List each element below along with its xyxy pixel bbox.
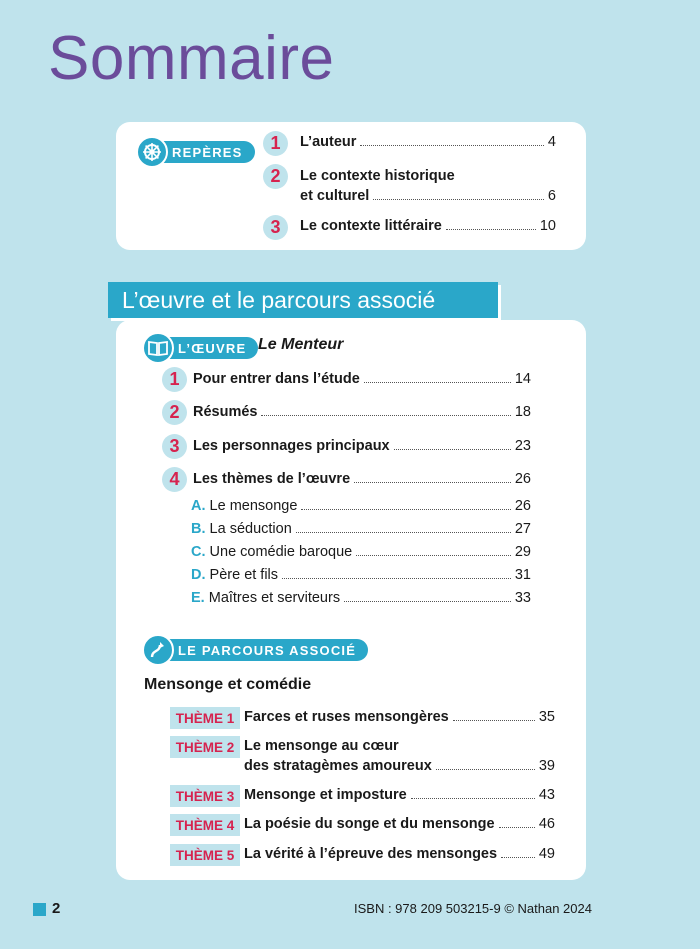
entry-label: Le mensonge bbox=[209, 498, 298, 514]
dot-leader bbox=[499, 826, 535, 828]
dot-leader bbox=[411, 797, 535, 799]
reperes-number-2: 2 bbox=[263, 164, 288, 189]
entry-page: 6 bbox=[547, 188, 556, 204]
entry-label: Le contexte littéraire bbox=[300, 218, 442, 234]
entry-page: 18 bbox=[514, 404, 531, 420]
compass-wheel-icon bbox=[136, 136, 168, 168]
dot-leader bbox=[261, 414, 510, 416]
toc-theme-5[interactable] bbox=[244, 846, 555, 862]
entry-page: 31 bbox=[514, 567, 531, 583]
entry-page: 33 bbox=[514, 590, 531, 606]
entry-label: Résumés bbox=[193, 404, 258, 420]
dot-leader bbox=[356, 554, 511, 556]
entry-label: La séduction bbox=[209, 521, 292, 537]
path-signpost-icon bbox=[142, 634, 174, 666]
entry-label: Mensonge et imposture bbox=[244, 787, 407, 803]
dot-leader bbox=[354, 481, 511, 483]
section-banner: L’œuvre et le parcours associé bbox=[108, 282, 498, 318]
toc-theme-1[interactable] bbox=[244, 709, 555, 725]
subentry-letter: D. bbox=[191, 567, 206, 583]
parcours-heading: Mensonge et comédie bbox=[144, 676, 312, 693]
dot-leader bbox=[364, 381, 511, 383]
oeuvre-number-1: 1 bbox=[162, 367, 187, 392]
toc-entry-contexte-historique-line1[interactable] bbox=[300, 168, 556, 184]
subentry-letter: C. bbox=[191, 544, 206, 560]
toc-entry-auteur[interactable] bbox=[300, 134, 556, 150]
isbn-text: ISBN : 978 209 503215-9 © Nathan 2024 bbox=[354, 901, 592, 916]
toc-entry-resumes[interactable] bbox=[193, 404, 531, 420]
parcours-label: LE PARCOURS ASSOCIÉ bbox=[178, 642, 357, 658]
oeuvre-label: L’ŒUVRE bbox=[178, 340, 247, 356]
dot-leader bbox=[373, 198, 544, 200]
entry-page: 49 bbox=[538, 846, 555, 862]
dot-leader bbox=[282, 577, 511, 579]
entry-label: Le mensonge au cœur bbox=[244, 738, 399, 754]
entry-label: Père et fils bbox=[209, 567, 279, 583]
toc-entry-themes[interactable] bbox=[193, 471, 531, 487]
toc-entry-contexte-historique[interactable] bbox=[300, 188, 556, 204]
reperes-label: REPÈRES bbox=[172, 144, 243, 160]
oeuvre-card bbox=[116, 320, 586, 880]
page-number: 2 bbox=[52, 900, 61, 917]
toc-subentry-c[interactable] bbox=[191, 544, 531, 560]
reperes-number-1: 1 bbox=[263, 131, 288, 156]
entry-page: 35 bbox=[538, 709, 555, 725]
oeuvre-number-2: 2 bbox=[162, 400, 187, 425]
theme-tag-2: THÈME 2 bbox=[170, 736, 240, 758]
entry-label: Farces et ruses mensongères bbox=[244, 709, 449, 725]
entry-label: La poésie du songe et du mensonge bbox=[244, 816, 495, 832]
toc-subentry-e[interactable] bbox=[191, 590, 531, 606]
entry-page: 26 bbox=[514, 498, 531, 514]
dot-leader bbox=[344, 600, 511, 602]
dot-leader bbox=[436, 768, 535, 770]
entry-page: 4 bbox=[547, 134, 556, 150]
dot-leader bbox=[301, 508, 510, 510]
parcours-pill bbox=[146, 639, 368, 661]
theme-tag-5: THÈME 5 bbox=[170, 844, 240, 866]
entry-label: Le contexte historique bbox=[300, 168, 455, 184]
subentry-letter: B. bbox=[191, 521, 206, 537]
entry-page: 29 bbox=[514, 544, 531, 560]
dot-leader bbox=[296, 531, 511, 533]
reperes-number-3: 3 bbox=[263, 215, 288, 240]
toc-subentry-d[interactable] bbox=[191, 567, 531, 583]
open-book-icon bbox=[142, 332, 174, 364]
entry-label: L’auteur bbox=[300, 134, 357, 150]
entry-label: Les personnages principaux bbox=[193, 438, 390, 454]
dot-leader bbox=[360, 144, 544, 146]
book-title: Le Menteur bbox=[258, 336, 344, 353]
entry-label: Les thèmes de l’œuvre bbox=[193, 471, 351, 487]
toc-subentry-a[interactable] bbox=[191, 498, 531, 514]
dot-leader bbox=[453, 719, 535, 721]
page-title: Sommaire bbox=[48, 24, 335, 93]
toc-entry-contexte-litteraire[interactable] bbox=[300, 218, 556, 234]
oeuvre-number-4: 4 bbox=[162, 467, 187, 492]
entry-label: Maîtres et serviteurs bbox=[208, 590, 341, 606]
theme-tag-3: THÈME 3 bbox=[170, 785, 240, 807]
reperes-card bbox=[116, 122, 586, 250]
entry-label: et culturel bbox=[300, 188, 370, 204]
oeuvre-pill bbox=[146, 337, 258, 359]
entry-page: 46 bbox=[538, 816, 555, 832]
entry-label: La vérité à l’épreuve des mensonges bbox=[244, 846, 498, 862]
dot-leader bbox=[446, 228, 536, 230]
dot-leader bbox=[394, 448, 511, 450]
theme-tag-1: THÈME 1 bbox=[170, 707, 240, 729]
entry-page: 27 bbox=[514, 521, 531, 537]
subentry-letter: E. bbox=[191, 590, 205, 606]
entry-page: 14 bbox=[514, 371, 531, 387]
entry-label: des stratagèmes amoureux bbox=[244, 758, 432, 774]
toc-theme-4[interactable] bbox=[244, 816, 555, 832]
entry-page: 10 bbox=[539, 218, 556, 234]
toc-theme-2[interactable] bbox=[244, 758, 555, 774]
reperes-pill bbox=[140, 141, 255, 163]
entry-page: 39 bbox=[538, 758, 555, 774]
oeuvre-number-3: 3 bbox=[162, 434, 187, 459]
toc-subentry-b[interactable] bbox=[191, 521, 531, 537]
subentry-letter: A. bbox=[191, 498, 206, 514]
entry-page: 26 bbox=[514, 471, 531, 487]
dot-leader bbox=[501, 856, 535, 858]
toc-entry-pour-entrer[interactable] bbox=[193, 371, 531, 387]
entry-label: Pour entrer dans l’étude bbox=[193, 371, 360, 387]
toc-theme-2-line1[interactable] bbox=[244, 738, 555, 754]
theme-tag-4: THÈME 4 bbox=[170, 814, 240, 836]
footer-square bbox=[33, 903, 46, 916]
entry-page: 43 bbox=[538, 787, 555, 803]
entry-label: Une comédie baroque bbox=[209, 544, 353, 560]
toc-entry-personnages[interactable] bbox=[193, 438, 531, 454]
toc-theme-3[interactable] bbox=[244, 787, 555, 803]
entry-page: 23 bbox=[514, 438, 531, 454]
